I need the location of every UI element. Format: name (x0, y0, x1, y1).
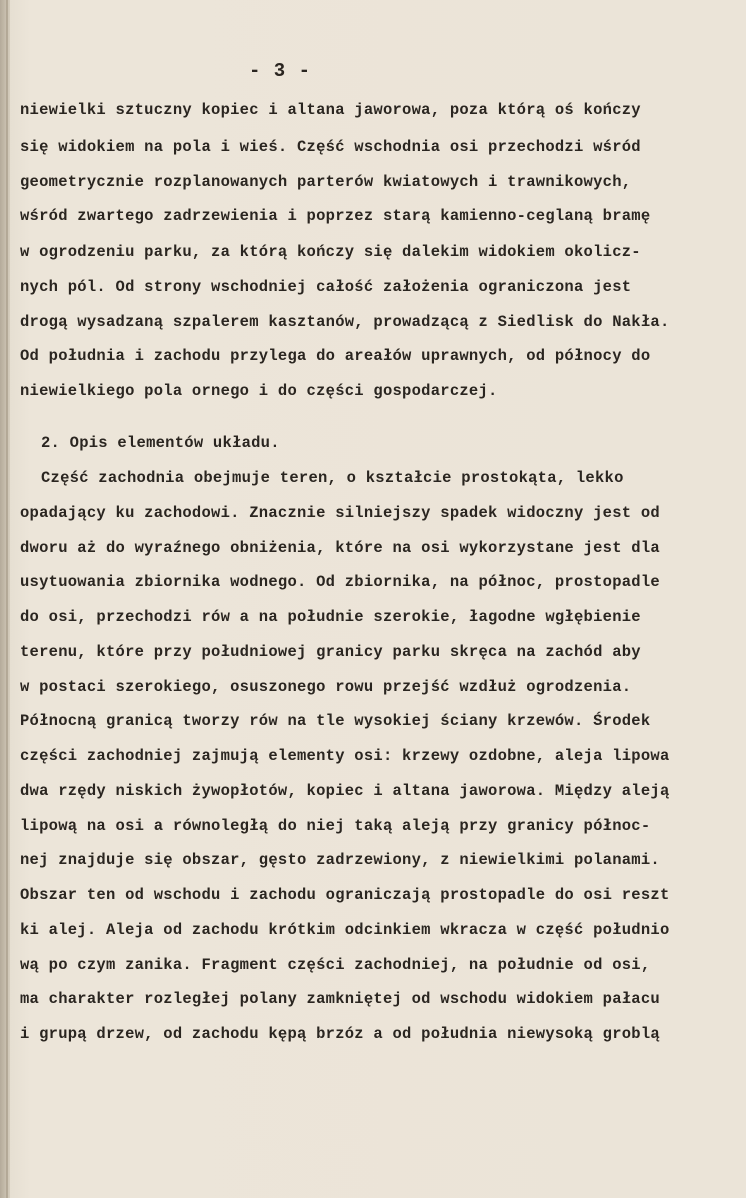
text-line: dworu aż do wyraźnego obniżenia, które na osi wykorzystane jest dla (20, 539, 660, 557)
text-line: Część zachodnia obejmuje teren, o kształcie prostokąta, lekko (41, 469, 624, 487)
text-line: w ogrodzeniu parku, za którą kończy się dalekim widokiem okolicz- (20, 243, 641, 261)
text-line: Od południa i zachodu przylega do areałów uprawnych, od północy do (20, 347, 651, 365)
text-line: opadający ku zachodowi. Znacznie silniejszy spadek widoczny jest od (20, 504, 660, 522)
text-line: w postaci szerokiego, osuszonego rowu przejść wzdłuż ogrodzenia. (20, 678, 632, 696)
text-line: nych pól. Od strony wschodniej całość założenia ograniczona jest (20, 278, 632, 296)
text-line: nej znajduje się obszar, gęsto zadrzewiony, z niewielkimi polanami. (20, 851, 660, 869)
page-binding-edge (0, 0, 10, 1198)
text-line: niewielkiego pola ornego i do części gospodarczej. (20, 382, 498, 400)
text-line: drogą wysadzaną szpalerem kasztanów, prowadzącą z Siedlisk do Nakła. (20, 313, 670, 331)
section-heading: 2. Opis elementów układu. (41, 434, 280, 452)
text-line: się widokiem na pola i wieś. Część wschodnia osi przechodzi wśród (20, 138, 641, 156)
text-line: dwa rzędy niskich żywopłotów, kopiec i altana jaworowa. Między aleją (20, 782, 670, 800)
text-line: wśród zwartego zadrzewienia i poprzez starą kamienno-ceglaną bramę (20, 207, 651, 225)
text-line: wą po czym zanika. Fragment części zachodniej, na południe od osi, (20, 956, 651, 974)
text-line: ma charakter rozległej polany zamkniętej od wschodu widokiem pałacu (20, 990, 660, 1008)
page-number: - 3 - (248, 60, 311, 82)
text-line: części zachodniej zajmują elementy osi: krzewy ozdobne, aleja lipowa (20, 747, 670, 765)
text-line: Północną granicą tworzy rów na tle wysokiej ściany krzewów. Środek (20, 712, 651, 730)
text-line: Obszar ten od wschodu i zachodu ograniczają prostopadle do osi reszt (20, 886, 670, 904)
text-line: terenu, które przy południowej granicy parku skręca na zachód aby (20, 643, 641, 661)
text-line: lipową na osi a równoległą do niej taką aleją przy granicy północ- (20, 817, 651, 835)
text-line: usytuowania zbiornika wodnego. Od zbiornika, na północ, prostopadle (20, 573, 660, 591)
text-line: geometrycznie rozplanowanych parterów kwiatowych i trawnikowych, (20, 173, 632, 191)
text-line: ki alej. Aleja od zachodu krótkim odcinkiem wkracza w część południo (20, 921, 670, 939)
text-line: niewielki sztuczny kopiec i altana jaworowa, poza którą oś kończy (20, 101, 641, 119)
text-line: do osi, przechodzi rów a na południe szerokie, łagodne wgłębienie (20, 608, 641, 626)
text-line: i grupą drzew, od zachodu kępą brzóz a od południa niewysoką groblą (20, 1025, 660, 1043)
